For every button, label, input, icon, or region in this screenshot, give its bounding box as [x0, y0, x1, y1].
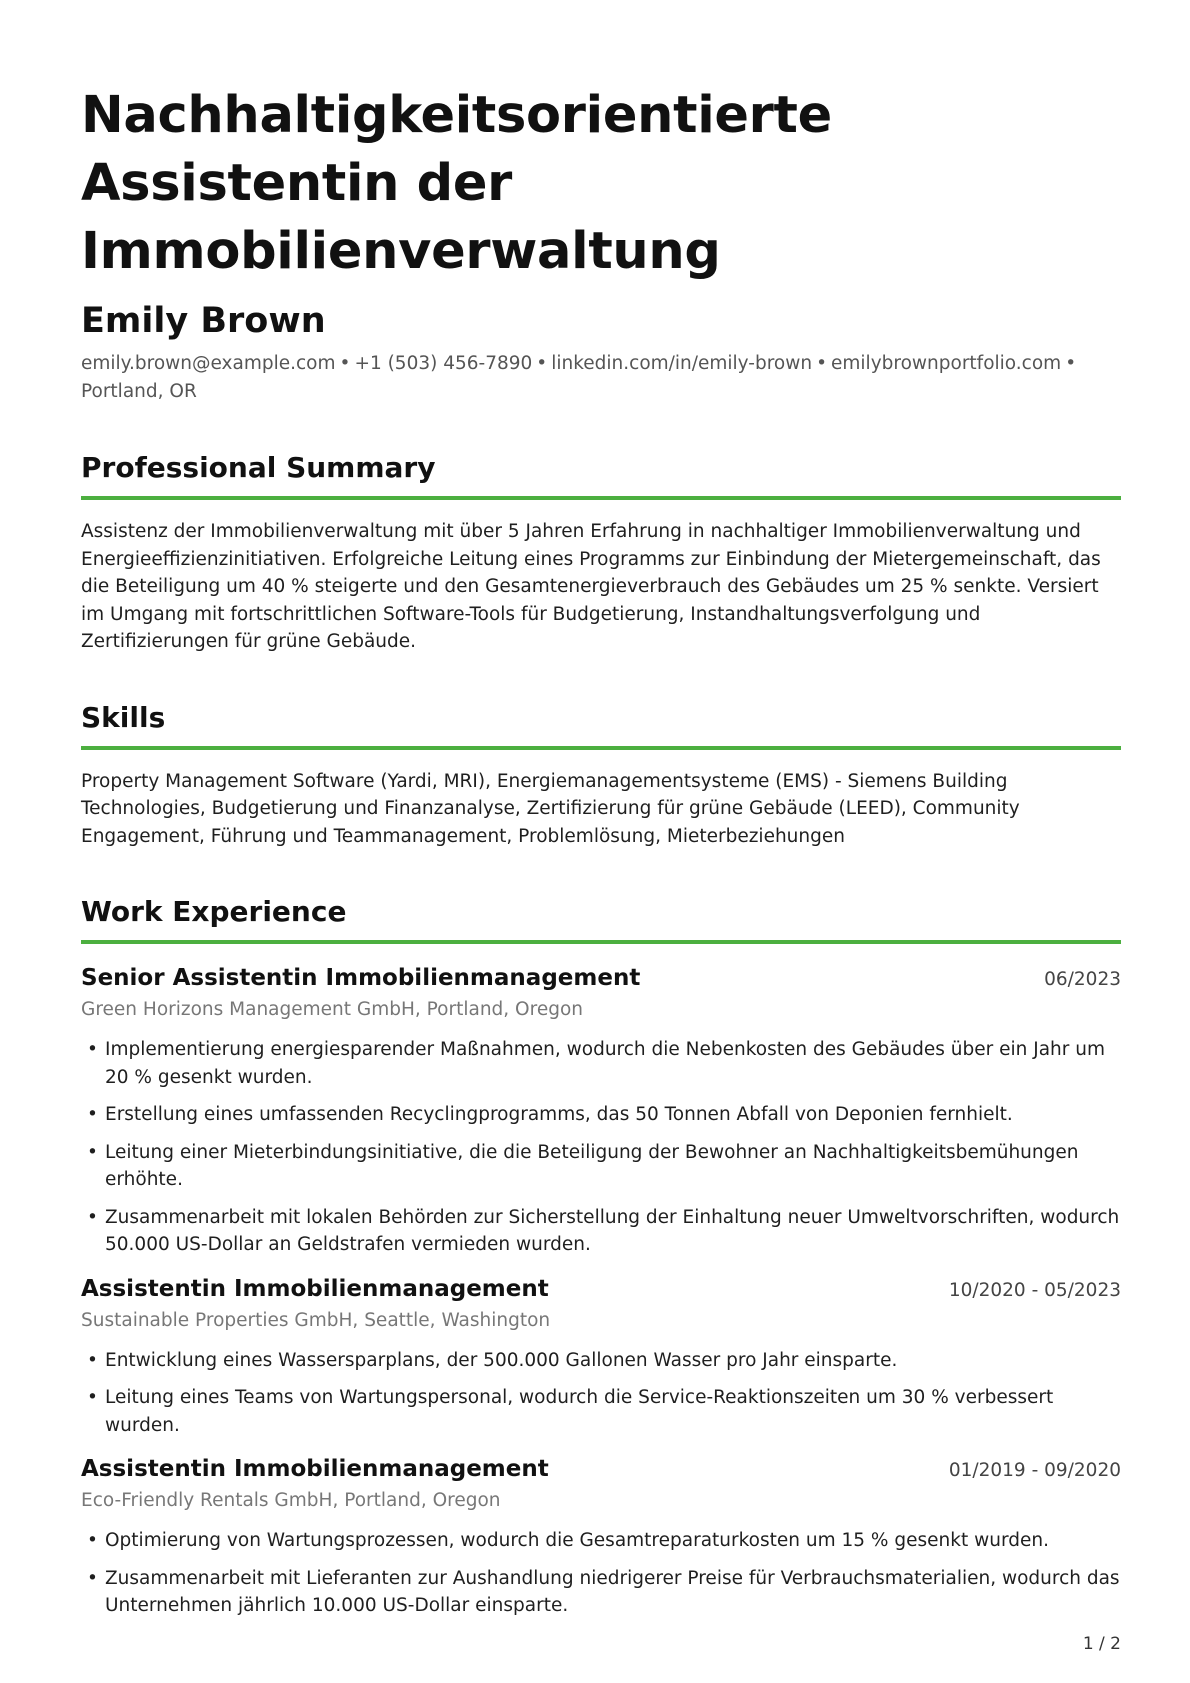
bullet-text: Optimierung von Wartungsprozessen, wodurch die Gesamtreparaturkosten um 15 % gesenkt wurden.	[105, 1530, 1049, 1551]
bullet-icon: •	[87, 1104, 98, 1125]
experience-section	[81, 894, 1121, 1620]
experience-heading: Work Experience	[81, 895, 347, 928]
bullet-text: Erstellung eines umfassenden Recyclingprogramms, das 50 Tonnen Abfall von Deponien fernhielt.	[105, 1104, 1013, 1125]
contact-linkedin: linkedin.com/in/emily-brown	[551, 353, 813, 374]
bullet-text: Leitung einer Mieterbindungsinitiative, die die Beteiligung der Bewohner an Nachhaltigkeitsbemühungen erhöhte.	[105, 1141, 1079, 1190]
bullet-text: Entwicklung eines Wassersparplans, der 500.000 Gallonen Wasser pro Jahr einsparte.	[105, 1349, 898, 1371]
person-name: Emily Brown	[81, 301, 326, 341]
bullet-text: Zusammenarbeit mit lokalen Behörden zur Sicherstellung der Einhaltung neuer Umweltvorschriften, wodurch 50.000 US-Dollar an Geldstrafen vermieden wurden.	[105, 1206, 1120, 1255]
page-number: 1 / 2	[1082, 1634, 1121, 1654]
bullet-icon: •	[87, 1141, 98, 1163]
section-divider	[81, 940, 1121, 944]
bullet-icon: •	[87, 1530, 98, 1551]
job-bullets	[81, 1347, 1121, 1440]
bullet-item	[81, 1347, 1121, 1375]
contact-separator: •	[536, 353, 548, 374]
job-entry	[81, 1273, 1121, 1440]
section-divider	[81, 496, 1121, 500]
job-bullets	[81, 1527, 1121, 1620]
summary-heading: Professional Summary	[81, 451, 436, 484]
job-company: Eco-Friendly Rentals GmbH, Portland, Oregon	[81, 1490, 501, 1511]
job-company: Sustainable Properties GmbH, Seattle, Washington	[81, 1309, 551, 1331]
summary-text: Assistenz der Immobilienverwaltung mit über 5 Jahren Erfahrung in nachhaltiger Immobilienverwaltung und Energieeffizienzinitiativen. Erfolgreiche Leitung eines Programms zur Einbindung der Mietergemeinschaft, das die Beteiligung um 40 % steigerte und den Gesamtenergieverbrauch des Gebäudes um 25 % senkte. Versiert im Umgang mit fortschrittlichen Software-Tools für Budgetierung, Instandhaltungsverfolgung und Zertifizierungen für grüne Gebäude.	[81, 521, 1101, 652]
document-title: Nachhaltigkeitsorientierte Assistentin der Immobilienverwaltung	[81, 86, 832, 281]
bullet-item	[81, 1139, 1121, 1194]
section-divider	[81, 746, 1121, 750]
bullet-icon: •	[87, 1039, 98, 1060]
bullet-item	[81, 1036, 1121, 1091]
job-bullets	[81, 1036, 1121, 1259]
skills-text: Property Management Software (Yardi, MRI), Energiemanagementsysteme (EMS) - Siemens Building Technologies, Budgetierung und Finanzanalyse, Zertifizierung für grüne Gebäude (LEED), Community Engagement, Führung und Teammanagement, Problemlösung, Mieterbeziehungen	[81, 770, 1020, 847]
contact-location: Portland, OR	[81, 381, 197, 402]
job-date: 01/2019 - 09/2020	[948, 1460, 1121, 1481]
job-entry	[81, 1453, 1121, 1620]
skills-heading: Skills	[81, 700, 166, 734]
contact-website: emilybrownportfolio.com	[831, 353, 1062, 374]
job-title: Assistentin Immobilienmanagement	[81, 1275, 549, 1302]
job-date: 10/2020 - 05/2023	[948, 1279, 1121, 1301]
resume-page	[81, 82, 1121, 1630]
job-title: Senior Assistentin Immobilienmanagement	[81, 965, 641, 991]
contact-email: emily.brown@example.com	[81, 353, 336, 374]
contact-separator: •	[339, 353, 351, 374]
bullet-item	[81, 1101, 1121, 1129]
bullet-item	[81, 1565, 1121, 1620]
job-title: Assistentin Immobilienmanagement	[81, 1456, 549, 1482]
bullet-text: Leitung eines Teams von Wartungspersonal, wodurch die Service-Reaktionszeiten um 30 % verbessert wurden.	[105, 1387, 1054, 1436]
bullet-icon: •	[87, 1206, 98, 1228]
skills-section	[81, 700, 1121, 851]
job-company: Green Horizons Management GmbH, Portland, Oregon	[81, 999, 583, 1020]
contact-separator: •	[1065, 353, 1077, 374]
bullet-text: Implementierung energiesparender Maßnahmen, wodurch die Nebenkosten des Gebäudes über ein Jahr um 20 % gesenkt wurden.	[105, 1039, 1106, 1088]
summary-section	[81, 450, 1121, 656]
job-entry	[81, 962, 1121, 1259]
bullet-item	[81, 1527, 1121, 1555]
bullet-icon: •	[87, 1387, 98, 1408]
contact-line	[81, 350, 1121, 406]
bullet-item	[81, 1384, 1121, 1439]
job-date: 06/2023	[1044, 969, 1121, 990]
contact-phone: +1 (503) 456-7890	[354, 353, 533, 374]
bullet-icon: •	[87, 1567, 98, 1589]
contact-separator: •	[816, 353, 828, 374]
bullet-icon: •	[87, 1349, 98, 1371]
bullet-text: Zusammenarbeit mit Lieferanten zur Aushandlung niedrigerer Preise für Verbrauchsmaterialien, wodurch das Unternehmen jährlich 10.000 US-Dollar einsparte.	[105, 1567, 1120, 1616]
bullet-item	[81, 1204, 1121, 1259]
